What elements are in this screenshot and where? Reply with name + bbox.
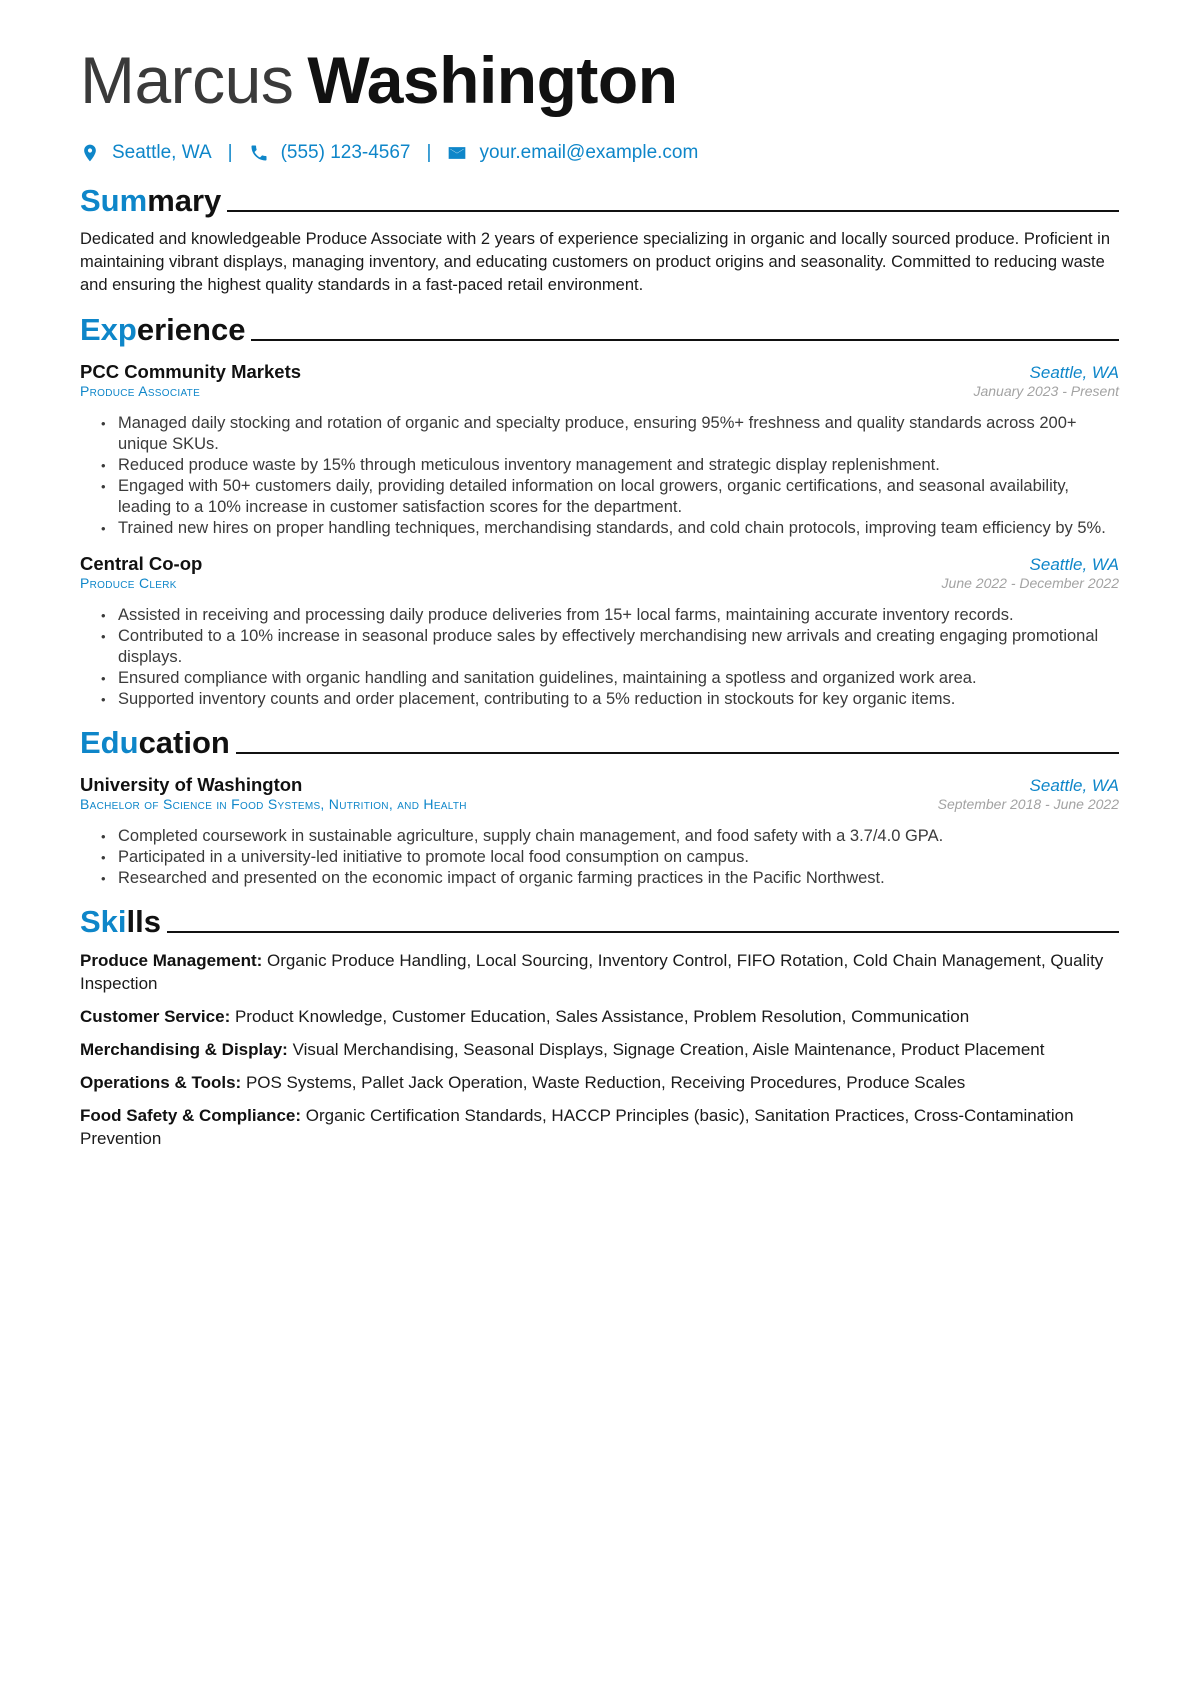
education-section-header xyxy=(80,720,1119,760)
skill-values: POS Systems, Pallet Jack Operation, Waste Reduction, Receiving Procedures, Produce Scales xyxy=(245,1073,966,1092)
contact-email[interactable] xyxy=(447,142,698,164)
section-title xyxy=(80,726,230,760)
section-divider xyxy=(251,339,1119,341)
skill-values: Visual Merchandising, Seasonal Displays, Signage Creation, Aisle Maintenance, Product Placement xyxy=(292,1040,1045,1059)
section-title xyxy=(80,313,245,347)
skill-values: Product Knowledge, Customer Education, Sales Assistance, Problem Resolution, Communication xyxy=(234,1007,970,1026)
skill-row xyxy=(80,1071,1119,1094)
contact-line xyxy=(80,138,1119,168)
job-title: Produce Clerk xyxy=(80,575,177,591)
bullet-item: • Researched and presented on the economic impact of organic farming practices in the Pacific Northwest. xyxy=(118,868,1119,889)
map-marker-icon xyxy=(80,143,100,163)
bullet-item: • Ensured compliance with organic handling and sanitation guidelines, maintaining a spotless and organized work area. xyxy=(118,668,1119,689)
employer-name: Central Co-op xyxy=(80,553,203,574)
section-title-highlight: Ski xyxy=(80,904,127,939)
entry-dates: June 2022 - December 2022 xyxy=(941,575,1119,591)
education-entry xyxy=(80,774,1119,889)
section-title-highlight: Sum xyxy=(80,183,148,218)
skill-category: Customer Service: xyxy=(80,1007,231,1026)
skill-values: Organic Produce Handling, Local Sourcing, Inventory Control, FIFO Rotation, Cold Chain Management, Quality Inspection xyxy=(80,951,1104,993)
section-title-highlight: Edu xyxy=(80,725,139,760)
section-title-rest: mary xyxy=(147,183,222,218)
envelope-icon xyxy=(447,143,467,163)
bullet-item: • Supported inventory counts and order placement, contributing to a 5% reduction in stockouts for key organic items. xyxy=(118,689,1119,710)
candidate-name xyxy=(80,38,1119,122)
phone-icon xyxy=(249,143,269,163)
skill-row xyxy=(80,949,1119,995)
section-title-rest: lls xyxy=(126,904,161,939)
degree-title: Bachelor of Science in Food Systems, Nutrition, and Health xyxy=(80,796,467,812)
entry-location: Seattle, WA xyxy=(1029,555,1119,574)
bullet-item: • Reduced produce waste by 15% through meticulous inventory management and strategic display replenishment. xyxy=(118,455,1119,476)
skill-category: Food Safety & Compliance: xyxy=(80,1106,302,1125)
bullet-item: • Participated in a university-led initiative to promote local food consumption on campus. xyxy=(118,847,1119,868)
bullet-list xyxy=(80,413,1119,539)
bullet-item: • Assisted in receiving and processing daily produce deliveries from 15+ local farms, maintaining accurate inventory records. xyxy=(118,605,1119,626)
skill-category: Produce Management: xyxy=(80,951,263,970)
bullet-item: • Completed coursework in sustainable agriculture, supply chain management, and food safety with a 3.7/4.0 GPA. xyxy=(118,826,1119,847)
phone-text: (555) 123-4567 xyxy=(280,142,411,163)
section-divider xyxy=(167,931,1119,933)
bullet-item: • Trained new hires on proper handling techniques, merchandising standards, and cold chain protocols, improving team efficiency by 5%. xyxy=(118,518,1119,539)
contact-separator: | xyxy=(227,142,233,163)
bullet-item: • Engaged with 50+ customers daily, providing detailed information on local growers, organic certifications, and seasonal availability, leading to a 10% increase in customer satisfaction scores for the department. xyxy=(118,476,1119,518)
experience-entry xyxy=(80,361,1119,539)
contact-location xyxy=(80,142,212,164)
entry-dates: January 2023 - Present xyxy=(973,383,1119,399)
resume-page xyxy=(80,38,1119,1150)
summary-section-header xyxy=(80,178,1119,218)
skill-category: Operations & Tools: xyxy=(80,1073,242,1092)
bullet-item: • Contributed to a 10% increase in seasonal produce sales by effectively merchandising new arrivals and creating engaging promotional displays. xyxy=(118,626,1119,668)
section-title xyxy=(80,905,161,939)
last-name: Washington xyxy=(307,43,678,117)
skill-category: Merchandising & Display: xyxy=(80,1040,288,1059)
location-text: Seattle, WA xyxy=(112,142,212,163)
employer-name: PCC Community Markets xyxy=(80,361,302,382)
entry-dates: September 2018 - June 2022 xyxy=(937,796,1119,812)
contact-phone[interactable] xyxy=(249,142,411,164)
section-title-highlight: Exp xyxy=(80,312,137,347)
section-title-rest: erience xyxy=(136,312,246,347)
summary-text: Dedicated and knowledgeable Produce Associate with 2 years of experience specializing in organic and locally sourced produce. Proficient in maintaining vibrant displays, managing inventory, and educating customers on product origins and seasonality. Committed to reducing waste and ensuring the highest quality standards in a fast-paced retail environment. xyxy=(80,230,1111,294)
experience-section-header xyxy=(80,307,1119,347)
skills-section-header xyxy=(80,899,1119,939)
skill-values: Organic Certification Standards, HACCP Principles (basic), Sanitation Practices, Cross-Contamination Prevention xyxy=(80,1106,1074,1148)
email-link[interactable]: your.email@example.com xyxy=(479,142,699,163)
bullet-list xyxy=(80,826,1119,889)
skill-row xyxy=(80,1038,1119,1061)
entry-location: Seattle, WA xyxy=(1029,776,1119,795)
entry-location: Seattle, WA xyxy=(1029,363,1119,382)
school-name: University of Washington xyxy=(80,774,303,795)
skill-row xyxy=(80,1005,1119,1028)
first-name: Marcus xyxy=(80,43,294,117)
skill-row xyxy=(80,1104,1119,1150)
section-title xyxy=(80,184,221,218)
contact-separator: | xyxy=(426,142,432,163)
section-divider xyxy=(227,210,1119,212)
section-divider xyxy=(236,752,1119,754)
section-title-rest: cation xyxy=(138,725,230,760)
job-title: Produce Associate xyxy=(80,383,201,399)
experience-entry xyxy=(80,553,1119,710)
bullet-list xyxy=(80,605,1119,710)
bullet-item: • Managed daily stocking and rotation of organic and specialty produce, ensuring 95%+ freshness and quality standards across 200+ unique SKUs. xyxy=(118,413,1119,455)
